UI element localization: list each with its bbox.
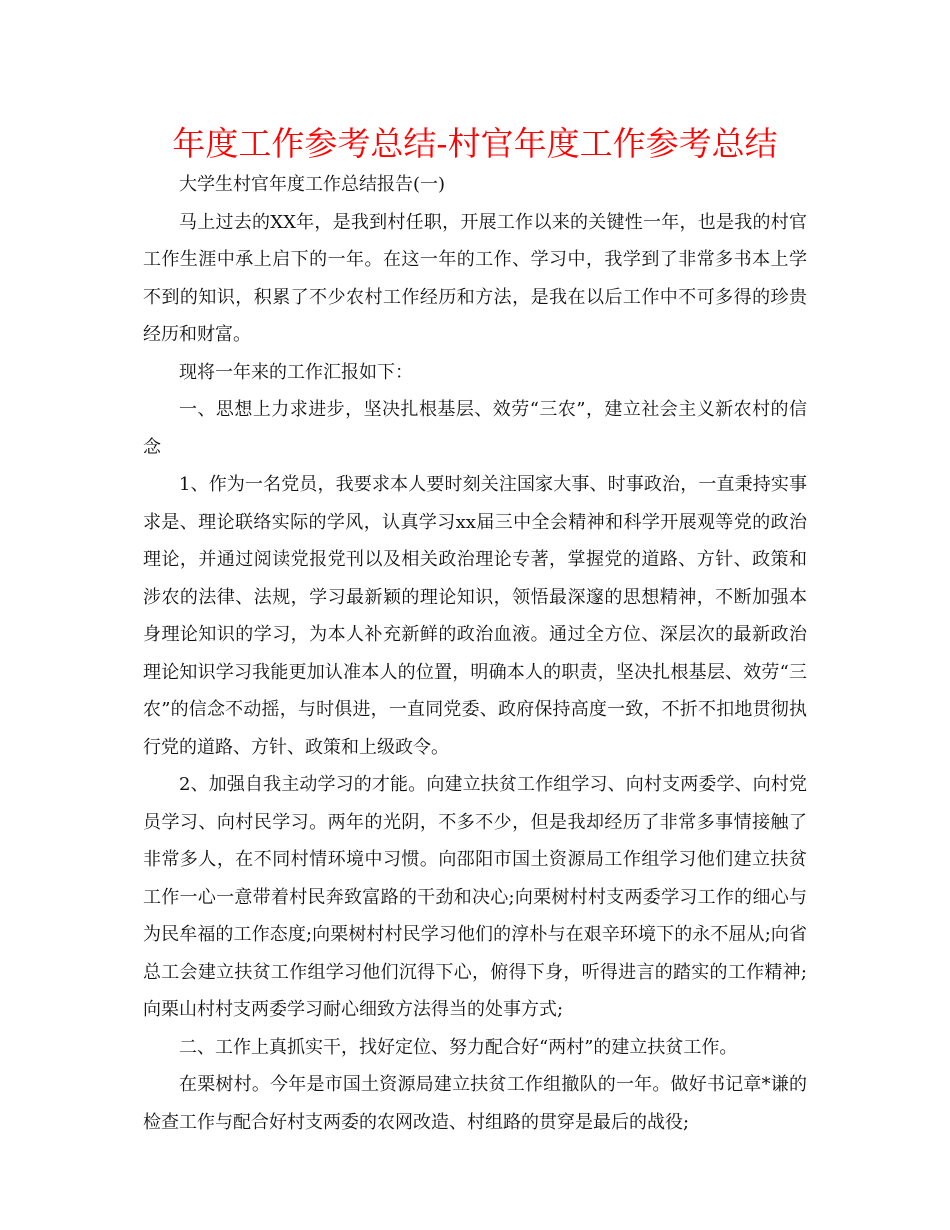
paragraph-item-1: 1、作为一名党员，我要求本人要时刻关注国家大事、时事政治，一直秉持实事求是、理论联络实际的学风，认真学习xx届三中全会精神和科学开展观等党的政治理论，并通过阅读党报党刊以及相关政治理论专著，掌握党的道路、方针、政策和涉农的法律、法规，学习最新颖的理论知识，领悟最深邃的思想精神，不断加强本身理论知识的学习，为本人补充新鲜的政治血液。通过全方位、深层次的最新政治理论知识学习我能更加认准本人的位置，明确本人的职责，坚决扎根基层、效劳“三农”的信念不动摇，与时俱进，一直同党委、政府保持高度一致，不折不扣地贯彻执行党的道路、方针、政策和上级政令。 xyxy=(143,474,807,758)
section-heading-ideology: 一、思想上力求进步，坚决扎根基层、效劳“三农”，建立社会主义新农村的信念 xyxy=(143,399,807,458)
document-body xyxy=(143,166,807,1141)
paragraph-item-2: 2、加强自我主动学习的才能。向建立扶贫工作组学习、向村支两委学、向村党员学习、向村民学习。两年的光阴，不多不少，但是我却经历了非常多事情接触了非常多人，在不同村情环境中习惯。向邵阳市国土资源局工作组学习他们建立扶贫工作一心一意带着村民奔致富路的干劲和决心;向栗树村村支两委学习工作的细心与为民牟福的工作态度;向栗树村村民学习他们的淳朴与在艰辛环境下的永不屈从;向省总工会建立扶贫工作组学习他们沉得下心，俯得下身，听得进言的踏实的工作精神;向栗山村村支两委学习耐心细致方法得当的处事方式; xyxy=(143,774,808,1020)
document-title: 年度工作参考总结-村官年度工作参考总结 xyxy=(172,124,778,163)
paragraph-report-lead: 现将一年来的工作汇报如下： xyxy=(179,361,413,383)
paragraph-lishu-village: 在栗树村。今年是市国土资源局建立扶贫工作组撤队的一年。做好书记章*谦的检查工作与配合好村支两委的农网改造、村组路的贯穿是最后的战役; xyxy=(143,1074,807,1133)
paragraph-intro: 马上过去的XX年，是我到村任职，开展工作以来的关键性一年，也是我的村官工作生涯中承上启下的一年。在这一年的工作、学习中，我学到了非常多书本上学不到的知识，积累了不少农村工作经历和方法，是我在以后工作中不可多得的珍贵经历和财富。 xyxy=(143,211,807,345)
section-heading-work: 二、工作上真抓实干，找好定位、努力配合好“两村”的建立扶贫工作。 xyxy=(179,1036,738,1058)
paragraph-report-heading: 大学生村官年度工作总结报告(一) xyxy=(179,174,446,195)
